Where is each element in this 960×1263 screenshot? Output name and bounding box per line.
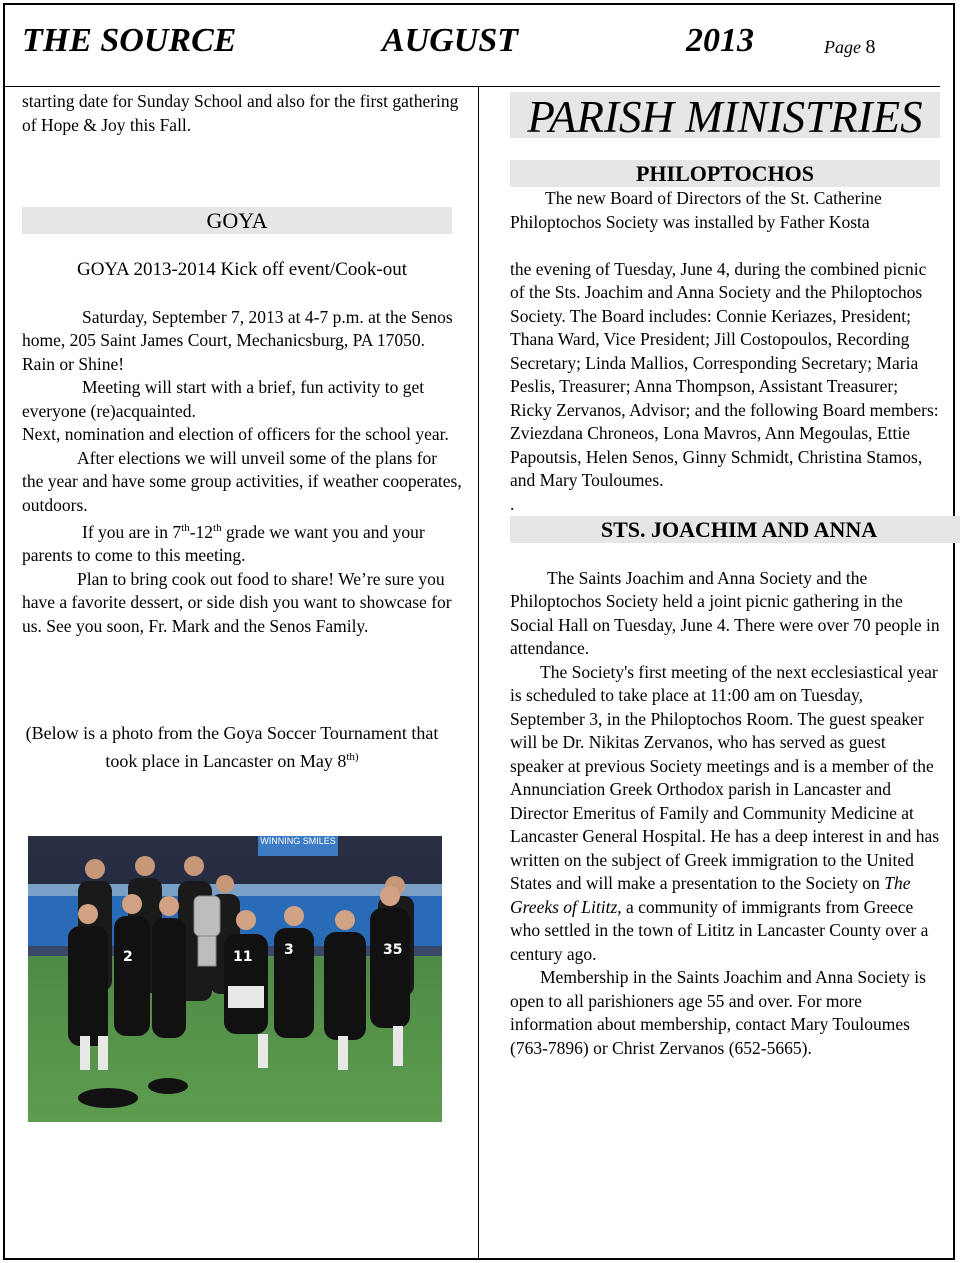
goya-elections: After elections we will unveil some of the plans for the year and have some group activities, if weather cooperates, outdoors. — [22, 447, 462, 515]
goya-meeting-activity: Meeting will start with a brief, fun activity to get everyone (re)acquainted. — [22, 377, 425, 421]
philoptochos-intro: The new Board of Directors of the St. Catherine Philoptochos Society was installed by Father Kosta — [510, 188, 882, 232]
header-divider — [5, 86, 940, 87]
left-column — [22, 90, 462, 773]
goya-subheading: GOYA 2013-2014 Kick off event/Cook-out — [76, 259, 407, 280]
issue-month: AUGUST — [382, 22, 519, 59]
philoptochos-heading: PHILOPTOCHOS — [510, 160, 940, 187]
intro-text: starting date for Sunday School and also for the first gathering of Hope & Joy this Fall. — [22, 91, 459, 135]
goya-grades — [22, 517, 462, 568]
grades-text-b: -12 — [189, 521, 214, 542]
caption-text: (Below is a photo from the Goya Soccer Tournament that took place in Lancaster on May 8 — [25, 723, 439, 771]
stray-dot: . — [510, 493, 515, 514]
svg-text:3: 3 — [284, 942, 294, 958]
column-divider — [478, 86, 479, 1258]
page-header — [22, 22, 922, 62]
sts-meeting — [510, 661, 940, 967]
svg-text:11: 11 — [233, 949, 253, 965]
sts-joachim-anna-heading: STS. JOACHIM AND ANNA — [510, 516, 960, 543]
sts-membership: Membership in the Saints Joachim and Anna Society is open to all parishioners age 55 and over. For more information about membership, contact Mary Touloumes (763-7896) or Christ Zervanos (652-5665). — [510, 967, 926, 1058]
goya-nomination: Next, nomination and election of officers for the school year. — [22, 424, 449, 444]
grades-sup-1: th — [181, 522, 190, 534]
page-label: Page — [824, 37, 861, 57]
grades-sup-2: th — [213, 522, 222, 534]
team-players-graphic — [28, 836, 442, 1122]
sts-meeting-text-a: The Society's first meeting of the next ecclesiastical year is scheduled to take place at 11:00 am on Tuesday, September 3, in the Philoptochos Room. The guest speaker will be Dr. Nikitas Zervanos, who has served as guest speaker at previous Society meetings and is a member of the Annunciation Greek Orthodox parish in Lancaster and Director Emeritus of Family and Community Medicine at Lancaster General Hospital. He has a deep interest in and has written on the subject of Greek immigration to the United States and will make a presentation to the Society on — [510, 661, 940, 893]
issue-year: 2013 — [686, 22, 754, 59]
svg-text:2: 2 — [123, 949, 133, 965]
philoptochos-board: the evening of Tuesday, June 4, during the combined picnic of the Sts. Joachim and Anna Society and the Philoptochos Society. The Board includes: Connie Keriazes, President; Thana Ward, Vice President; Jill Costopoulos, Recording Secretary; Linda Mallios, Corresponding Secretary; Maria Peslis, Treasurer; Anna Thompson, Assistant Treasurer; Ricky Zervanos, Advisor; and the following Board members: Zviezdana Chroneos, Lona Mavros, Ann Megoulas, Ettie Papoutsis, Helen Senos, Ginny Schmidt, Christina Stamos, and Mary Touloumes. — [510, 258, 939, 490]
goya-event-details: Saturday, September 7, 2013 at 4-7 p.m. at the Senos home, 205 Saint James Court, Mechanicsburg, PA 17050. Rain or Shine! — [22, 306, 453, 374]
goya-heading: GOYA — [22, 207, 452, 234]
section-title: PARISH MINISTRIES — [510, 92, 940, 138]
right-column — [510, 90, 940, 1060]
team-photo — [28, 836, 442, 1122]
sts-meeting-text-b: , a community of immigrants from Greece who settled in the town of Lititz in Lancaster County over a century ago. — [510, 896, 929, 964]
grades-text-a: If you are in 7 — [82, 521, 182, 542]
goya-cookout: Plan to bring cook out food to share! We’re sure you have a favorite dessert, or side dish you want to showcase for us. See you soon, Fr. Mark and the Senos Family. — [22, 568, 452, 636]
publication-title: THE SOURCE — [22, 22, 237, 59]
page-number: 8 — [865, 36, 876, 58]
sts-picnic: The Saints Joachim and Anna Society and the Philoptochos Society held a joint picnic gathering in the Social Hall on Tuesday, June 4. There were over 70 people in attendance. — [510, 567, 940, 658]
photo-banner: WINNING SMILES — [258, 836, 338, 856]
photo-caption — [22, 722, 462, 773]
caption-sup: th) — [346, 750, 359, 763]
grades-text-c: grade we want you and your parents to come to this meeting. — [22, 521, 425, 566]
sts-meeting-title: The Greeks of Lititz — [510, 873, 911, 917]
page-indicator — [824, 36, 875, 59]
svg-text:35: 35 — [383, 942, 403, 958]
